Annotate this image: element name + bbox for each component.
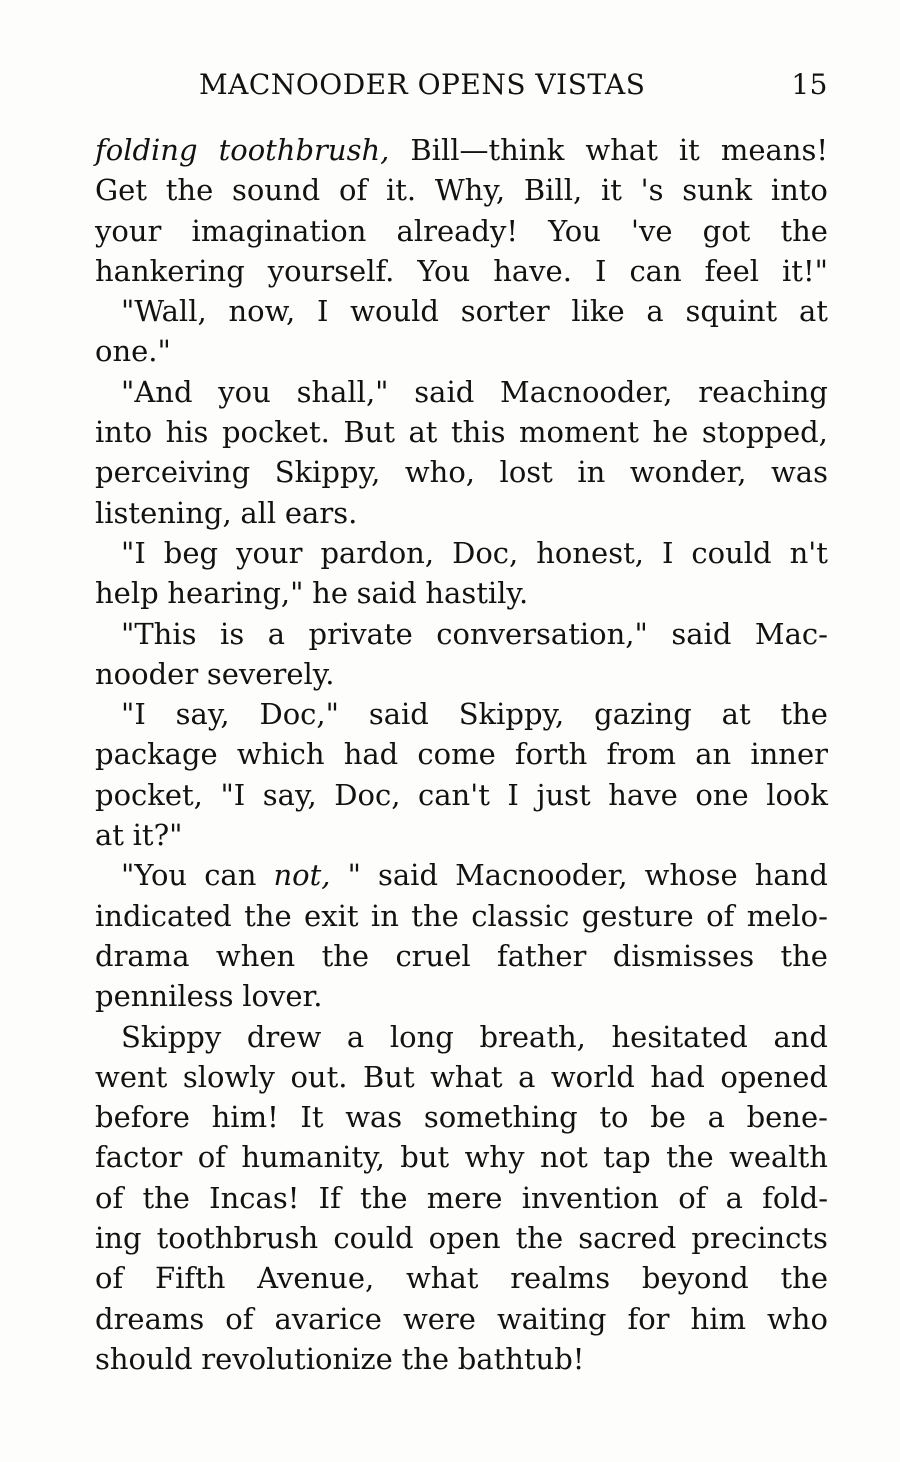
word: it!" <box>782 253 828 288</box>
word: factor <box>95 1140 183 1175</box>
text-line <box>95 815 828 855</box>
word: imagination <box>191 213 367 248</box>
word: gazing <box>594 697 692 732</box>
word: said <box>356 576 417 611</box>
word: sunk <box>682 173 753 208</box>
word: toothbrush, <box>218 133 390 167</box>
word: "And <box>121 374 193 409</box>
word: hand <box>754 858 828 893</box>
text-line <box>95 855 828 895</box>
word: of <box>339 173 368 208</box>
word: toothbrush <box>156 1221 319 1256</box>
word: at <box>408 415 438 450</box>
word: beyond <box>641 1261 749 1296</box>
word: what <box>430 1059 503 1094</box>
word: what <box>405 1261 479 1296</box>
word: for <box>627 1301 670 1336</box>
word: pocket, <box>95 777 203 812</box>
word: which <box>236 737 325 772</box>
word: a <box>518 1059 536 1094</box>
word: You <box>548 213 601 248</box>
word: got <box>702 213 751 248</box>
word: who, <box>404 455 476 490</box>
text-line <box>95 654 828 694</box>
word: say, <box>262 777 317 812</box>
word: fold- <box>762 1180 828 1215</box>
word: revolutionize <box>201 1341 393 1376</box>
word: you <box>218 374 271 409</box>
word: who <box>766 1301 828 1336</box>
word: it <box>678 133 700 167</box>
word: Skippy <box>121 1019 222 1054</box>
word: a <box>707 1100 725 1135</box>
word: drama <box>95 938 190 973</box>
word: not <box>539 1140 588 1175</box>
word: help <box>95 576 159 611</box>
word: penniless <box>95 979 234 1014</box>
word: package <box>95 737 218 772</box>
page-number: 15 <box>791 68 828 101</box>
text-line <box>95 734 828 774</box>
word: the <box>780 213 828 248</box>
word: one <box>695 777 749 812</box>
word: I <box>661 535 674 570</box>
word: Incas! <box>209 1180 300 1215</box>
word: yourself. <box>267 253 395 288</box>
word: exit <box>304 898 359 933</box>
page-header <box>95 64 828 108</box>
text-line <box>95 130 828 170</box>
word: said <box>414 374 475 409</box>
word: pocket. <box>221 415 330 450</box>
word: into <box>770 173 828 208</box>
word: and <box>773 1019 828 1054</box>
text-line <box>95 936 828 976</box>
word: have. <box>493 253 572 288</box>
word: of <box>95 1180 124 1215</box>
word: open <box>428 1221 501 1256</box>
text-line <box>95 1299 828 1339</box>
word: conversation," <box>436 616 648 651</box>
word: into <box>95 415 153 450</box>
word: dreams <box>95 1301 205 1336</box>
word: opened <box>720 1059 828 1094</box>
word: pardon, <box>320 535 435 570</box>
word: out. <box>290 1059 348 1094</box>
word: the <box>321 938 370 973</box>
word: bene- <box>746 1100 828 1135</box>
word: of <box>197 1140 226 1175</box>
word: moment <box>519 415 639 450</box>
word: at <box>95 818 124 853</box>
word: 's <box>640 173 664 208</box>
word: it. <box>385 173 417 208</box>
word: sound <box>231 173 321 208</box>
word: something <box>423 1100 578 1135</box>
word: the <box>780 938 828 973</box>
word: Doc, <box>334 777 401 812</box>
text-line <box>95 1339 828 1379</box>
word: went <box>95 1059 168 1094</box>
word: forth <box>514 737 588 772</box>
text-line <box>95 896 828 936</box>
text-line <box>95 211 828 251</box>
word: I <box>594 253 607 288</box>
word: a <box>267 616 286 651</box>
word: what <box>585 133 658 167</box>
word: beg <box>163 535 219 570</box>
word: he <box>652 415 689 450</box>
word: Bill, <box>523 173 583 208</box>
word: already! <box>396 213 519 248</box>
text-line <box>95 1178 828 1218</box>
word: the <box>666 1140 714 1175</box>
word: could <box>691 535 772 570</box>
word: was <box>345 1100 403 1135</box>
word: was <box>770 455 828 490</box>
word: him! <box>211 1100 279 1135</box>
word: stopped, <box>701 415 828 450</box>
word: "This <box>121 616 197 651</box>
word: to <box>599 1100 629 1135</box>
word: the <box>515 1221 564 1256</box>
text-line <box>95 1218 828 1258</box>
text-line <box>95 533 828 573</box>
word: in <box>370 898 399 933</box>
word: waiting <box>496 1301 607 1336</box>
word: an <box>695 737 732 772</box>
word: ing <box>95 1221 142 1256</box>
word: inner <box>750 737 828 772</box>
word: slowly <box>182 1059 275 1094</box>
word: would <box>350 294 439 329</box>
word: of <box>706 898 735 933</box>
word: means! <box>720 133 828 167</box>
text-line <box>95 170 828 210</box>
word: Get <box>95 173 147 208</box>
text-line <box>95 614 828 654</box>
word: melo- <box>746 898 828 933</box>
word: humanity, <box>241 1140 385 1175</box>
text-line <box>95 452 828 492</box>
word: folding <box>95 133 198 167</box>
text-line <box>95 1097 828 1137</box>
word: reaching <box>698 374 828 409</box>
text-line <box>95 412 828 452</box>
text-line <box>95 1017 828 1057</box>
word: ears. <box>284 495 358 530</box>
word: a <box>725 1180 743 1215</box>
word: drew <box>246 1019 322 1054</box>
word: the <box>165 173 214 208</box>
body-text <box>95 130 828 1379</box>
text-line <box>95 291 828 331</box>
word: precincts <box>691 1221 828 1256</box>
word: father <box>497 938 587 973</box>
word: whose <box>644 858 738 893</box>
word: this <box>450 415 506 450</box>
word: I <box>507 777 519 812</box>
word: Macnooder, <box>455 858 628 893</box>
text-line <box>95 493 828 533</box>
word: avarice <box>274 1301 382 1336</box>
word: indicated <box>95 898 232 933</box>
word: be <box>650 1100 686 1135</box>
running-title: MACNOODER OPENS VISTAS <box>199 68 646 101</box>
word: hearing," <box>167 576 304 611</box>
word: Why, <box>434 173 506 208</box>
word: honest, <box>536 535 644 570</box>
word: now, <box>228 294 296 329</box>
word: could <box>333 1221 414 1256</box>
word: is <box>220 616 245 651</box>
word: of <box>95 1261 124 1296</box>
text-line <box>95 372 828 412</box>
word: should <box>95 1341 193 1376</box>
word: Macnooder, <box>500 374 673 409</box>
word: Fifth <box>154 1261 226 1296</box>
word: were <box>402 1301 476 1336</box>
word: But <box>362 1059 415 1094</box>
word: Skippy, <box>458 697 565 732</box>
word: had <box>343 737 399 772</box>
word: Doc, <box>452 535 519 570</box>
word: from <box>606 737 677 772</box>
word: lover. <box>242 979 323 1014</box>
word: breath, <box>479 1019 586 1054</box>
word: "I <box>121 697 146 732</box>
word: If <box>318 1180 341 1215</box>
word: of <box>678 1180 707 1215</box>
word: him <box>690 1301 746 1336</box>
word: but <box>400 1140 450 1175</box>
word: n't <box>789 535 828 570</box>
text-line <box>95 694 828 734</box>
word: wealth <box>729 1140 828 1175</box>
word: before <box>95 1100 190 1135</box>
word: sacred <box>578 1221 677 1256</box>
word: just <box>536 777 591 812</box>
word: feel <box>704 253 760 288</box>
word: squint <box>685 294 778 329</box>
word: he <box>312 576 348 611</box>
word: can't <box>418 777 490 812</box>
word: gesture <box>581 898 694 933</box>
word: sorter <box>460 294 550 329</box>
word: nooder <box>95 656 199 691</box>
word: bathtub! <box>457 1341 585 1376</box>
word: at <box>798 294 828 329</box>
word: mere <box>426 1180 503 1215</box>
word: " <box>347 858 361 893</box>
word: at <box>721 697 751 732</box>
word: But <box>343 415 395 450</box>
word: his <box>165 415 209 450</box>
text-line <box>95 976 828 1016</box>
word: Mac- <box>754 616 828 651</box>
word: said <box>378 858 439 893</box>
word: classic <box>471 898 570 933</box>
word: it <box>600 173 622 208</box>
word: a <box>646 294 664 329</box>
word: severely. <box>206 656 335 691</box>
word: your <box>236 535 303 570</box>
word: the <box>244 898 292 933</box>
word: hesitated <box>611 1019 748 1054</box>
word: the <box>780 697 828 732</box>
word: come <box>417 737 496 772</box>
text-line <box>95 1258 828 1298</box>
word: 've <box>631 213 673 248</box>
word: one." <box>95 334 171 369</box>
word: said <box>671 616 732 651</box>
word: perceiving <box>95 455 251 490</box>
word: the <box>401 1341 450 1376</box>
word: "You <box>121 858 188 893</box>
word: a <box>346 1019 365 1054</box>
word: of <box>225 1301 254 1336</box>
text-line <box>95 573 828 613</box>
word: realms <box>510 1261 611 1296</box>
word: "I <box>121 535 146 570</box>
word: "Wall, <box>121 294 207 329</box>
text-line <box>95 331 828 371</box>
word: tap <box>603 1140 651 1175</box>
word: the <box>780 1261 828 1296</box>
word: look <box>766 777 828 812</box>
word: it?" <box>132 818 183 853</box>
word: when <box>215 938 296 973</box>
word: world <box>550 1059 635 1094</box>
word: listening, <box>95 495 232 530</box>
word: cruel <box>395 938 471 973</box>
word: said <box>368 697 429 732</box>
word: all <box>240 495 277 530</box>
word: like <box>571 294 625 329</box>
word: the <box>360 1180 408 1215</box>
word: hankering <box>95 253 245 288</box>
word: can <box>629 253 682 288</box>
word: You <box>417 253 471 288</box>
word: Bill—think <box>410 133 565 167</box>
text-line <box>95 775 828 815</box>
word: It <box>300 1100 324 1135</box>
word: in <box>577 455 606 490</box>
word: the <box>142 1180 190 1215</box>
word: lost <box>499 455 553 490</box>
word: not, <box>273 858 331 893</box>
word: Doc," <box>259 697 339 732</box>
word: had <box>650 1059 705 1094</box>
word: Avenue, <box>257 1261 375 1296</box>
word: invention <box>521 1180 659 1215</box>
word: long <box>389 1019 454 1054</box>
word: hastily. <box>425 576 529 611</box>
word: "I <box>220 777 246 812</box>
word: wonder, <box>629 455 747 490</box>
word: have <box>608 777 678 812</box>
word: Skippy, <box>274 455 381 490</box>
word: I <box>316 294 329 329</box>
word: the <box>411 898 459 933</box>
text-line <box>95 251 828 291</box>
word: shall," <box>296 374 389 409</box>
word: say, <box>175 697 230 732</box>
text-line <box>95 1137 828 1177</box>
text-line <box>95 1057 828 1097</box>
word: can <box>204 858 257 893</box>
word: why <box>464 1140 525 1175</box>
word: private <box>308 616 413 651</box>
word: your <box>95 213 162 248</box>
word: dismisses <box>612 938 755 973</box>
